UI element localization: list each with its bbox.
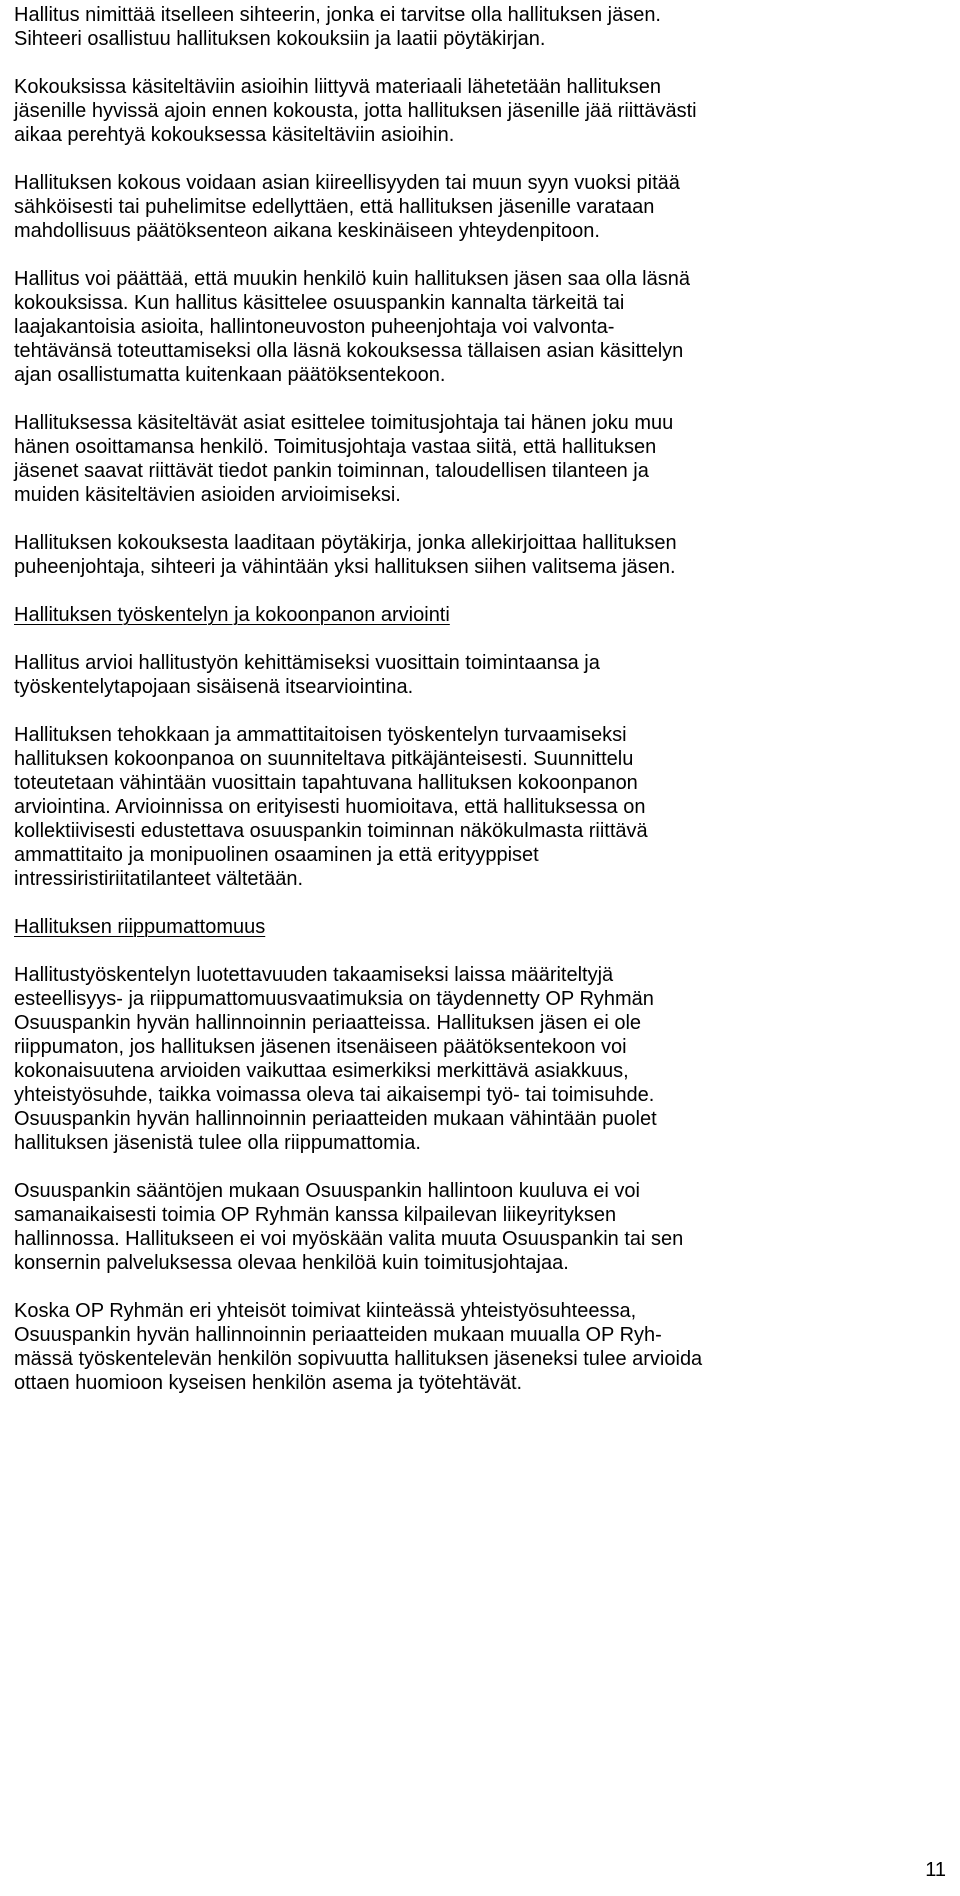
paragraph-line: Hallituksen kokouksesta laaditaan pöytäkirja, jonka allekirjoittaa hallituksen	[14, 532, 677, 554]
paragraph	[14, 963, 814, 1155]
paragraph	[14, 531, 814, 579]
paragraph-line: työskentelytapojaan sisäisenä itsearviointina.	[14, 676, 414, 698]
paragraph-line: konsernin palveluksessa olevaa henkilöä kuin toimitusjohtajaa.	[14, 1252, 569, 1274]
paragraph-line: laajakantoisia asioita, hallintoneuvoston puheenjohtaja voi valvonta-	[14, 316, 615, 338]
paragraph-line: kollektiivisesti edustettava osuuspankin toiminnan näkökulmasta riittävä	[14, 820, 648, 842]
paragraph	[14, 75, 814, 147]
paragraph-line: Osuuspankin sääntöjen mukaan Osuuspankin hallintoon kuuluva ei voi	[14, 1180, 640, 1202]
paragraph-line: ajan osallistumatta kuitenkaan päätöksentekoon.	[14, 364, 446, 386]
paragraph-line: Hallituksessa käsiteltävät asiat esittelee toimitusjohtaja tai hänen joku muu	[14, 412, 674, 434]
paragraph-line: Sihteeri osallistuu hallituksen kokouksiin ja laatii pöytäkirjan.	[14, 28, 546, 50]
paragraph-line: arviointina. Arvioinnissa on erityisesti huomioitava, että hallituksessa on	[14, 796, 646, 818]
paragraph-line: jäsenille hyvissä ajoin ennen kokousta, jotta hallituksen jäsenille jää riittävästi	[14, 100, 697, 122]
heading-text: Hallituksen riippumattomuus	[14, 916, 266, 938]
paragraph-line: Osuuspankin hyvän hallinnoinnin periaatteissa. Hallituksen jäsen ei ole	[14, 1012, 642, 1034]
heading-text: Hallituksen työskentelyn ja kokoonpanon arviointi	[14, 604, 450, 626]
paragraph-line: samanaikaisesti toimia OP Ryhmän kanssa kilpailevan liikeyrityksen	[14, 1204, 617, 1226]
paragraph	[14, 1299, 814, 1395]
paragraph	[14, 651, 814, 699]
paragraph-line: tehtävänsä toteuttamiseksi olla läsnä kokouksessa tällaisen asian käsittelyn	[14, 340, 684, 362]
paragraph	[14, 411, 814, 507]
paragraph-line: kokouksissa. Kun hallitus käsittelee osuuspankin kannalta tärkeitä tai	[14, 292, 625, 314]
paragraph-line: hallinnossa. Hallitukseen ei voi myöskään valita muuta Osuuspankin tai sen	[14, 1228, 684, 1250]
paragraph-line: intressiristiriitatilanteet vältetään.	[14, 868, 304, 890]
paragraph-line: mässä työskentelevän henkilön sopivuutta hallituksen jäseneksi tulee arvioida	[14, 1348, 703, 1370]
paragraph-line: muiden käsiteltävien asioiden arvioimiseksi.	[14, 484, 401, 506]
paragraph	[14, 267, 814, 387]
document-body	[14, 3, 814, 1419]
paragraph-line: puheenjohtaja, sihteeri ja vähintään yksi hallituksen siihen valitsema jäsen.	[14, 556, 676, 578]
paragraph-line: esteellisyys- ja riippumattomuusvaatimuksia on täydennetty OP Ryhmän	[14, 988, 654, 1010]
paragraph-line: Hallitus nimittää itselleen sihteerin, jonka ei tarvitse olla hallituksen jäsen.	[14, 4, 661, 26]
paragraph-line: hänen osoittamansa henkilö. Toimitusjohtaja vastaa siitä, että hallituksen	[14, 436, 657, 458]
paragraph-line: hallituksen jäsenistä tulee olla riippumattomia.	[14, 1132, 421, 1154]
paragraph-line: Hallituksen tehokkaan ja ammattitaitoisen työskentelyn turvaamiseksi	[14, 724, 627, 746]
paragraph	[14, 723, 814, 891]
paragraph-line: mahdollisuus päätöksenteon aikana keskinäiseen yhteydenpitoon.	[14, 220, 600, 242]
paragraph	[14, 3, 814, 51]
section-heading	[14, 915, 814, 939]
paragraph-line: Hallitus arvioi hallitustyön kehittämiseksi vuosittain toimintaansa ja	[14, 652, 600, 674]
paragraph-line: ammattitaito ja monipuolinen osaaminen ja että erityyppiset	[14, 844, 539, 866]
paragraph-line: Koska OP Ryhmän eri yhteisöt toimivat kiinteässä yhteistyösuhteessa,	[14, 1300, 637, 1322]
paragraph-line: riippumaton, jos hallituksen jäsenen itsenäiseen päätöksentekoon voi	[14, 1036, 627, 1058]
paragraph-line: Hallituksen kokous voidaan asian kiireellisyyden tai muun syyn vuoksi pitää	[14, 172, 680, 194]
paragraph-line: ottaen huomioon kyseisen henkilön asema ja työtehtävät.	[14, 1372, 523, 1394]
paragraph-line: jäsenet saavat riittävät tiedot pankin toiminnan, taloudellisen tilanteen ja	[14, 460, 649, 482]
section-heading	[14, 603, 814, 627]
paragraph-line: kokonaisuutena arvioiden vaikuttaa esimerkiksi merkittävä asiakkuus,	[14, 1060, 629, 1082]
paragraph-line: yhteistyösuhde, taikka voimassa oleva tai aikaisempi työ- tai toimisuhde.	[14, 1084, 655, 1106]
paragraph-line: toteutetaan vähintään vuosittain tapahtuvana hallituksen kokoonpanon	[14, 772, 638, 794]
paragraph-line: sähköisesti tai puhelimitse edellyttäen, että hallituksen jäsenille varataan	[14, 196, 655, 218]
paragraph-line: Hallitus voi päättää, että muukin henkilö kuin hallituksen jäsen saa olla läsnä	[14, 268, 690, 290]
paragraph-line: Kokouksissa käsiteltäviin asioihin liittyvä materiaali lähetetään hallituksen	[14, 76, 662, 98]
paragraph-line: Hallitustyöskentelyn luotettavuuden takaamiseksi laissa määriteltyjä	[14, 964, 614, 986]
paragraph	[14, 1179, 814, 1275]
paragraph-line: Osuuspankin hyvän hallinnoinnin periaatteiden mukaan muualla OP Ryh-	[14, 1324, 662, 1346]
paragraph	[14, 171, 814, 243]
paragraph-line: aikaa perehtyä kokouksessa käsiteltäviin asioihin.	[14, 124, 455, 146]
paragraph-line: Osuuspankin hyvän hallinnoinnin periaatteiden mukaan vähintään puolet	[14, 1108, 657, 1130]
page-number: 11	[925, 1859, 946, 1881]
paragraph-line: hallituksen kokoonpanoa on suunniteltava pitkäjänteisesti. Suunnittelu	[14, 748, 634, 770]
